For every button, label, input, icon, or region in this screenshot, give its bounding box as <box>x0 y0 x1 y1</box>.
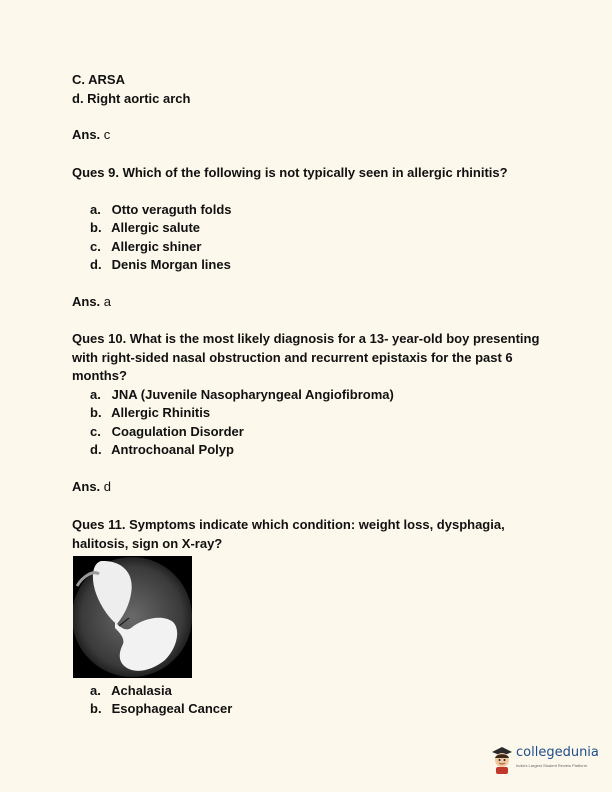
q9-option-a <box>90 201 232 219</box>
q9-question: Ques 9. Which of the following is not typically seen in allergic rhinitis? <box>72 165 508 180</box>
option-letter: c. <box>90 424 101 439</box>
q9-answer <box>72 293 111 311</box>
q8-answer <box>72 126 110 144</box>
option-text: Allergic Rhinitis <box>111 405 211 420</box>
q10-option-c <box>90 423 244 441</box>
option-letter: a. <box>90 202 101 217</box>
option-text: JNA (Juvenile Nasopharyngeal Angiofibroma) <box>111 387 394 402</box>
q9-option-b <box>90 219 200 237</box>
option-letter: a. <box>90 387 101 402</box>
option-text: Achalasia <box>111 683 172 698</box>
option-letter: d. <box>90 442 102 457</box>
brand-tagline: India's Largest Student Review Platform <box>516 763 588 768</box>
brand-name: collegedunia <box>516 745 599 760</box>
answer-value: a <box>103 294 112 309</box>
q10-option-d <box>90 441 234 459</box>
answer-label: Ans. <box>72 127 101 142</box>
option-text: Allergic salute <box>111 220 201 235</box>
option-letter: a. <box>90 683 101 698</box>
answer-value: c <box>103 127 111 142</box>
answer-label: Ans. <box>72 479 101 494</box>
option-text: Esophageal Cancer <box>111 701 233 716</box>
option-letter: d. <box>90 257 102 272</box>
q11-question: Ques 11. Symptoms indicate which condition: weight loss, dysphagia, halitosis, sign on X-ray? <box>72 517 505 551</box>
option-text: Allergic shiner <box>111 239 202 254</box>
q8-option-c: C. ARSA <box>72 72 125 87</box>
answer-label: Ans. <box>72 294 101 309</box>
q10-option-b <box>90 404 210 422</box>
q9-option-c <box>90 238 201 256</box>
option-text: Antrochoanal Polyp <box>111 442 234 457</box>
q11-option-b <box>90 700 232 718</box>
q8-option-d: d. Right aortic arch <box>72 91 191 106</box>
option-text: Coagulation Disorder <box>111 424 244 439</box>
option-letter: c. <box>90 239 101 254</box>
q11-option-a <box>90 682 172 700</box>
q10-option-a <box>90 386 394 404</box>
answer-value: d <box>103 479 112 494</box>
option-letter: b. <box>90 701 102 716</box>
option-letter: b. <box>90 405 102 420</box>
option-letter: b. <box>90 220 102 235</box>
mascot-icon <box>490 744 514 774</box>
q10-answer <box>72 478 111 496</box>
collegedunia-logo <box>490 744 599 778</box>
option-text: Otto veraguth folds <box>111 202 232 217</box>
q10-question: Ques 10. What is the most likely diagnosis for a 13- year-old boy presenting with right-sided nasal obstruction and recurrent epistaxis for the past 6 months? <box>72 331 540 383</box>
barium-swallow-xray-image <box>73 556 192 678</box>
option-text: Denis Morgan lines <box>111 257 231 272</box>
q9-option-d <box>90 256 231 274</box>
